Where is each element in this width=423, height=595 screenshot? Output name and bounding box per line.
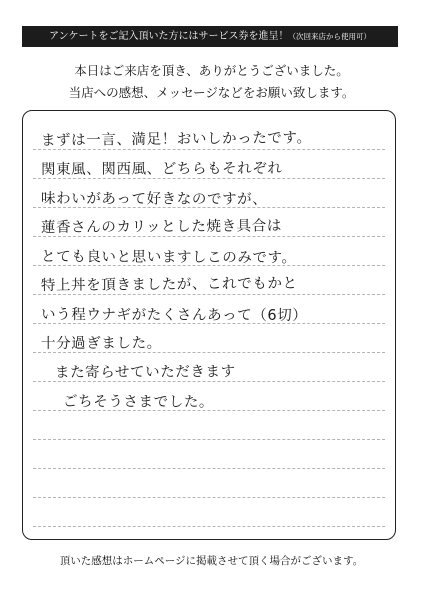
handwritten-line: 味わいがあって好きなのですが、 xyxy=(41,191,268,208)
handwritten-line: また寄らせていただきます xyxy=(54,364,236,381)
ruled-line xyxy=(33,497,385,498)
promo-banner-note: （次回来店から使用可） xyxy=(288,32,371,41)
handwritten-line: とても良いと思いますしこのみです。 xyxy=(41,249,297,267)
handwritten-line: 関東風、関西風、どちらもそれぞれ xyxy=(40,160,283,179)
promo-banner-text: アンケートをご記入頂いた方にはサービス券を進呈！ xyxy=(49,31,289,42)
ruled-line xyxy=(33,526,385,527)
handwritten-line: 十分過ぎました。 xyxy=(40,335,162,352)
message-box xyxy=(22,110,396,540)
ruled-line xyxy=(33,439,385,440)
handwritten-line: いう程ウナギがたくさんあって（6切） xyxy=(41,307,308,324)
footer-notice: 頂いた感想はホームページに掲載させて頂く場合がございます。 xyxy=(59,555,364,567)
intro-thanks-line: 本日はご来店を頂き、ありがとうございました。 xyxy=(74,63,349,78)
ruled-lines xyxy=(33,119,385,529)
handwritten-line: まずは一言、満足！おいしかったです。 xyxy=(40,130,312,150)
intro-request-line: 当店への感想、メッセージなどをお願い致します。 xyxy=(68,85,355,100)
handwritten-line: 特上丼を頂きましたが、これでもかと xyxy=(40,275,298,295)
handwritten-line: ごちそうさまでした。 xyxy=(63,394,215,411)
promo-banner xyxy=(22,26,398,47)
handwritten-line: 蓮香さんのカリッとした焼き具合は xyxy=(40,218,283,237)
ruled-line xyxy=(33,468,385,469)
